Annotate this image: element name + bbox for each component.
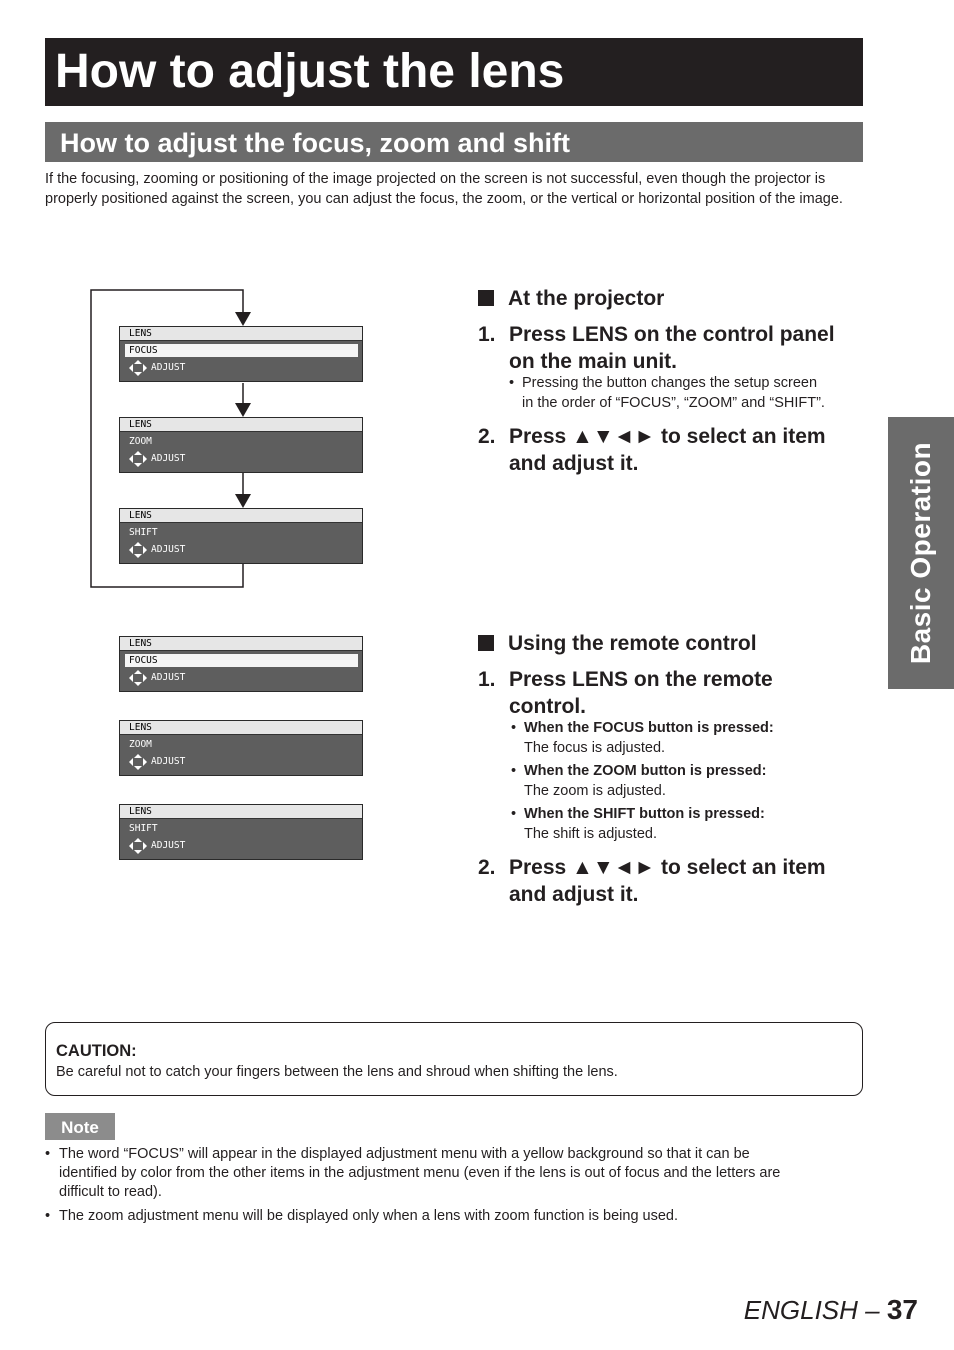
footer-language: ENGLISH –: [743, 1295, 887, 1325]
menu-adjust-label: ADJUST: [151, 362, 186, 373]
flow-arrow-2: [235, 403, 251, 417]
remote-bullet-focus: • When the FOCUS button is pressed: The focus is adjusted.: [511, 720, 774, 756]
side-tab-label: Basic Operation: [905, 441, 936, 665]
menu-header: LENS: [129, 510, 152, 521]
lens-menu-focus-remote: [119, 636, 363, 692]
page-footer: [700, 1292, 918, 1328]
page-number: 37: [886, 1294, 918, 1325]
remote-bullet-shift: • When the SHIFT button is pressed: The shift is adjusted.: [511, 806, 765, 842]
flow-arrow-3: [235, 494, 251, 508]
note-label: Note: [61, 1118, 99, 1137]
menu-header: LENS: [129, 722, 152, 733]
direction-icon: [129, 754, 147, 770]
remote-step-1: 1. Press LENS on the remote control.: [478, 668, 773, 718]
menu-item-focus: FOCUS: [125, 344, 358, 357]
menu-item-shift: SHIFT: [129, 527, 158, 538]
menu-header: LENS: [129, 419, 152, 430]
menu-adjust-label: ADJUST: [151, 840, 186, 851]
menu-item-shift: SHIFT: [129, 823, 158, 834]
menu-header: LENS: [129, 328, 152, 339]
projector-step-1: 1. Press LENS on the control panel on the main unit.: [478, 323, 835, 373]
flow-arrow-1: [235, 312, 251, 326]
intro-paragraph: If the focusing, zooming or positioning of the image projected on the screen is not successful, even though the projector is properly positioned against the screen, you can adjust the focus, the zoom, or the vertical or horizontal position of the image.: [45, 171, 843, 207]
remote-step-2: 2. Press ▲▼◄► to select an item and adjust it.: [478, 856, 826, 906]
remote-heading: Using the remote control: [478, 631, 757, 657]
menu-item-focus: FOCUS: [125, 654, 358, 667]
menu-header: LENS: [129, 806, 152, 817]
remote-bullet-zoom: • When the ZOOM button is pressed: The zoom is adjusted.: [511, 763, 767, 799]
menu-header: LENS: [129, 638, 152, 649]
menu-adjust-label: ADJUST: [151, 453, 186, 464]
square-bullet-icon: [478, 635, 494, 651]
page-title: How to adjust the lens: [55, 45, 565, 98]
lens-menu-shift-remote: [119, 804, 363, 860]
projector-heading: At the projector: [478, 286, 664, 312]
note-item-1: • The word “FOCUS” will appear in the displayed adjustment menu with a yellow background so that it can be identified by color from the other items in the adjustment menu (even if the lens is out of focus and the letters are difficult to read).: [45, 1146, 781, 1200]
lens-menu-zoom: [119, 417, 363, 473]
projector-step-1-note: • Pressing the button changes the setup screen in the order of “FOCUS”, “ZOOM” and “SHIFT”.: [509, 375, 825, 411]
menu-item-zoom: ZOOM: [129, 436, 152, 447]
menu-adjust-label: ADJUST: [151, 544, 186, 555]
lens-menu-shift: [119, 508, 363, 564]
menu-adjust-label: ADJUST: [151, 672, 186, 683]
section-title: How to adjust the focus, zoom and shift: [60, 128, 570, 158]
lens-menu-focus: [119, 326, 363, 382]
direction-icon: [129, 838, 147, 854]
caution-text: Be careful not to catch your fingers between the lens and shroud when shifting the lens.: [56, 1064, 618, 1080]
caution-box: [45, 1022, 863, 1096]
caution-title: CAUTION:: [56, 1042, 137, 1060]
menu-item-zoom: ZOOM: [129, 739, 152, 750]
menu-adjust-label: ADJUST: [151, 756, 186, 767]
direction-icon: [129, 451, 147, 467]
square-bullet-icon: [478, 290, 494, 306]
lens-menu-zoom-remote: [119, 720, 363, 776]
direction-icon: [129, 360, 147, 376]
direction-icon: [129, 542, 147, 558]
projector-step-2: 2. Press ▲▼◄► to select an item and adjust it.: [478, 425, 826, 475]
note-item-2: • The zoom adjustment menu will be displayed only when a lens with zoom function is being used.: [45, 1208, 679, 1224]
note-label-tab: [45, 1113, 115, 1140]
direction-icon: [129, 670, 147, 686]
